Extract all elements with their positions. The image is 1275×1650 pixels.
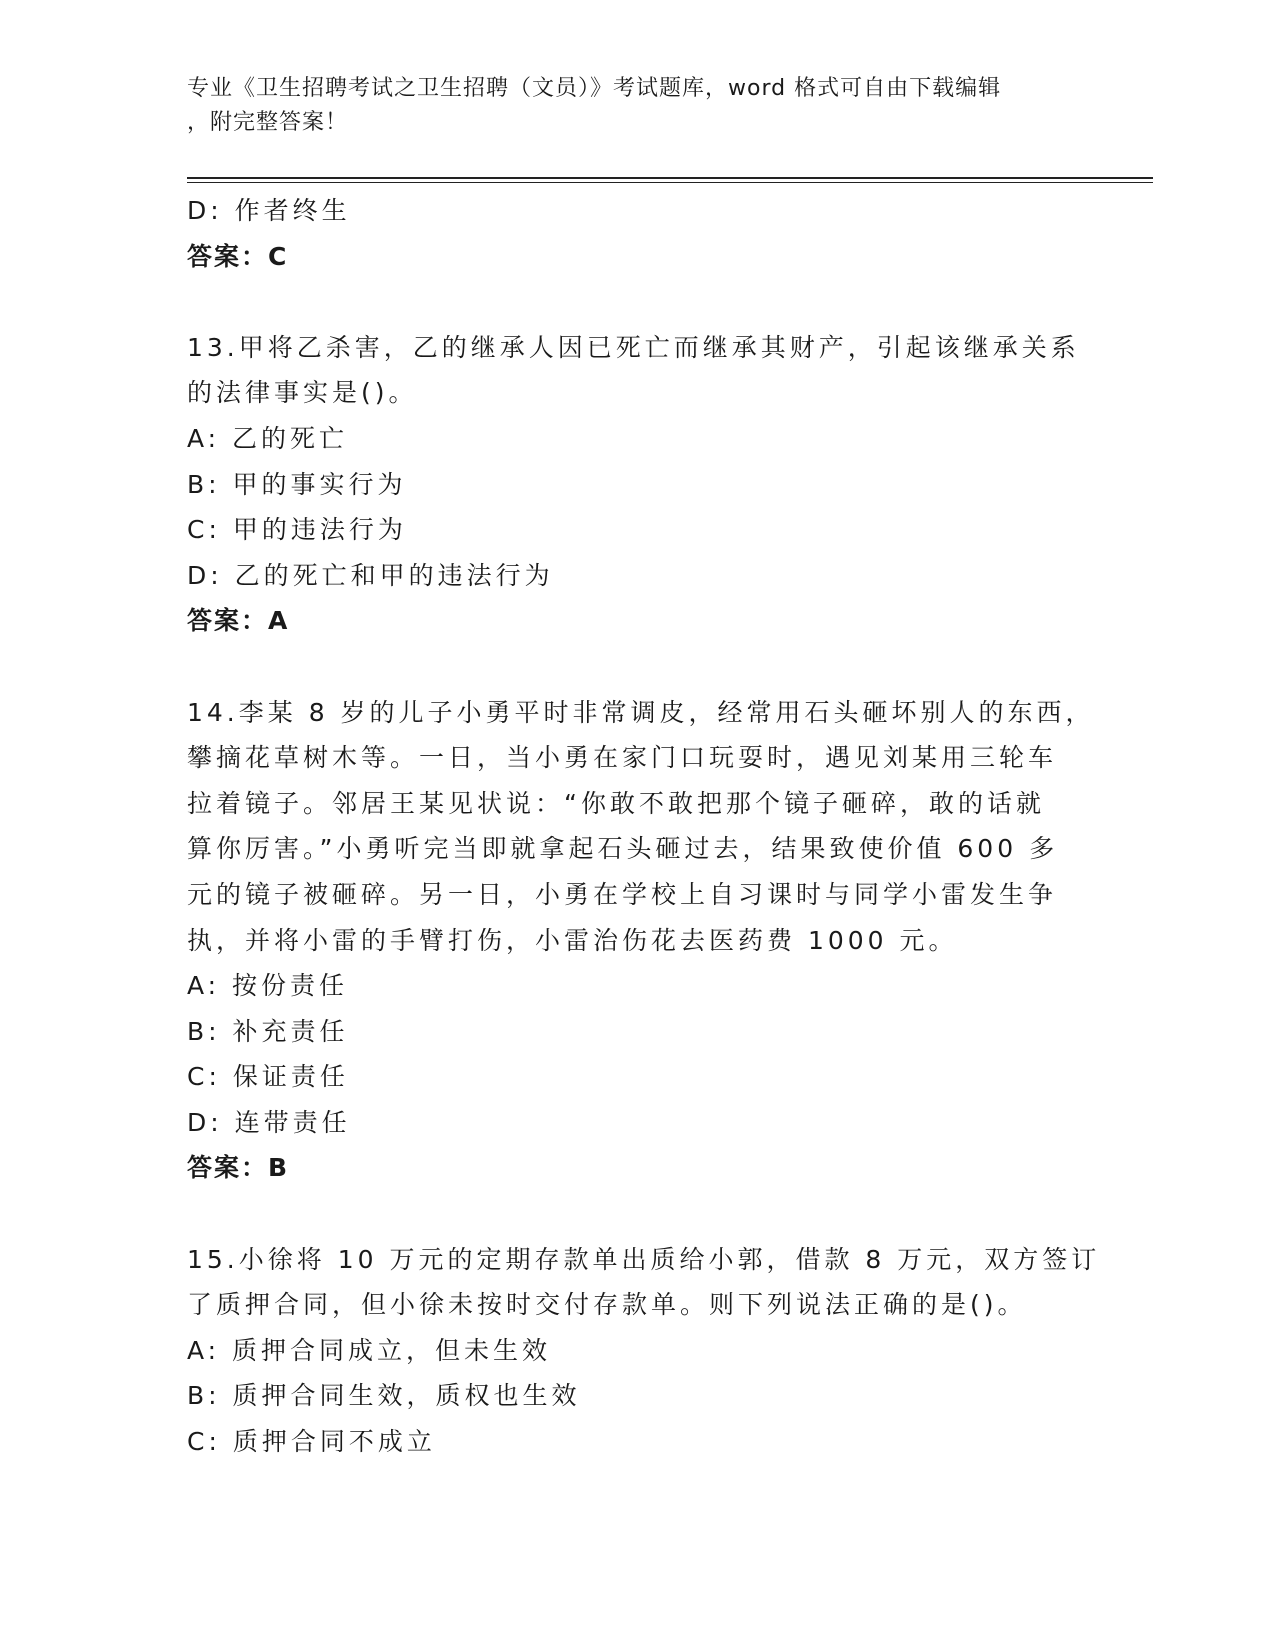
question-stem-line: 执，并将小雷的手臂打伤，小雷治伤花去医药费 1000 元。 (187, 925, 958, 955)
option-a: A: 乙的死亡 (187, 423, 349, 453)
header-rule-thick (187, 177, 1153, 179)
answer-line: 答案：C (187, 241, 289, 271)
spacer (187, 1191, 1087, 1237)
option-c: C: 甲的违法行为 (187, 515, 407, 545)
option-b: B: 质押合同生效，质权也生效 (187, 1381, 581, 1411)
option-a: A: 质押合同成立，但未生效 (187, 1335, 552, 1365)
question-stem-line: 的法律事实是()。 (187, 378, 418, 408)
header-line-2: ，附完整答案！ (187, 110, 349, 135)
question-14 (187, 690, 1095, 1192)
question-stem-line: 15.小徐将 10 万元的定期存款单出质给小郭，借款 8 万元，双方签订 (187, 1244, 1101, 1274)
question-stem-line: 拉着镜子。邻居王某见状说：“你敢不敢把那个镜子砸碎，敢的话就 (187, 788, 1045, 818)
answer-line: 答案：A (187, 606, 290, 636)
option-c: C: 保证责任 (187, 1062, 349, 1092)
document-header (187, 72, 1087, 140)
option-a: A: 按份责任 (187, 971, 349, 1001)
option-b: B: 甲的事实行为 (187, 469, 407, 499)
option-d: D: 连带责任 (187, 1107, 351, 1137)
question-15 (187, 1237, 1101, 1465)
option-b: B: 补充责任 (187, 1016, 349, 1046)
question-stem-line: 了质押合同，但小徐未按时交付存款单。则下列说法正确的是()。 (187, 1290, 1027, 1320)
option-d: D: 乙的死亡和甲的违法行为 (187, 560, 554, 590)
question-12-tail (187, 188, 1087, 279)
spacer (187, 279, 1087, 325)
question-list (187, 188, 1101, 1465)
header-rule-thin (187, 182, 1153, 183)
spacer (187, 644, 1087, 690)
option-d: D: 作者终生 (187, 196, 351, 225)
question-13 (187, 325, 1087, 644)
answer-line: 答案：B (187, 1153, 290, 1183)
question-stem-line: 算你厉害。”小勇听完当即就拿起石头砸过去，结果致使价值 600 多 (187, 834, 1059, 864)
question-stem-line: 元的镜子被砸碎。另一日，小勇在学校上自习课时与同学小雷发生争 (187, 879, 1058, 909)
question-stem-line: 14.李某 8 岁的儿子小勇平时非常调皮，经常用石头砸坏别人的东西， (187, 697, 1095, 727)
header-line-1: 专业《卫生招聘考试之卫生招聘（文员）》考试题库，word 格式可自由下载编辑 (187, 76, 1002, 101)
question-stem-line: 攀摘花草树木等。一日，当小勇在家门口玩耍时，遇见刘某用三轮车 (187, 743, 1058, 773)
question-stem-line: 13.甲将乙杀害，乙的继承人因已死亡而继承其财产，引起该继承关系 (187, 332, 1080, 362)
option-c: C: 质押合同不成立 (187, 1427, 436, 1457)
